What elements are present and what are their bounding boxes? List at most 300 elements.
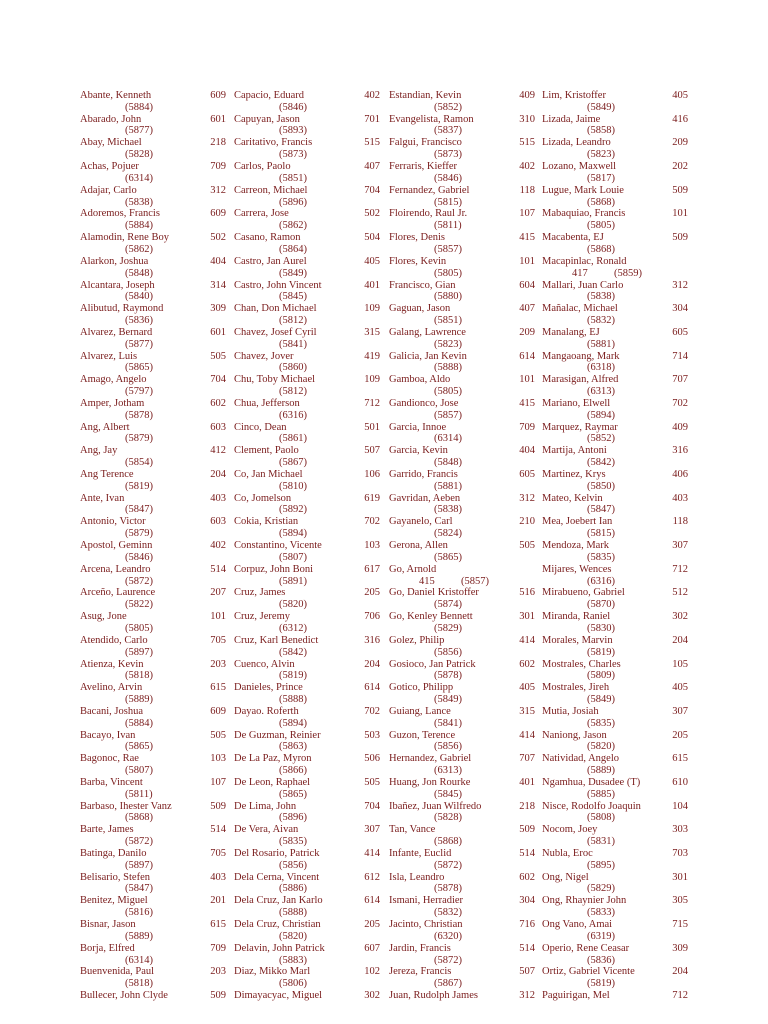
- entry-room: 704: [210, 374, 226, 386]
- entry-extension: (5868): [587, 243, 615, 255]
- entry-extension: (5893): [279, 125, 307, 137]
- entry-room: 609: [210, 208, 226, 220]
- entry-name: Ferraris, Kieffer: [389, 161, 458, 173]
- entry-name: Gayanelo, Carl: [389, 516, 453, 528]
- entry-extension: (5828): [125, 149, 153, 161]
- entry-name: Alvarez, Bernard: [80, 326, 153, 338]
- entry-room: 504: [364, 232, 380, 244]
- entry-extension: (5878): [125, 409, 153, 421]
- entry-extension: (5841): [434, 717, 462, 729]
- directory-entry: [389, 635, 539, 659]
- directory-entry: [389, 469, 539, 493]
- entry-extension: (5888): [279, 693, 307, 705]
- entry-extension: (5846): [434, 172, 462, 184]
- entry-room: 614: [364, 682, 380, 694]
- entry-extension: (5857): [434, 409, 462, 421]
- entry-room: 514: [519, 942, 535, 954]
- entry-name: Mateo, Kelvin: [542, 492, 603, 504]
- directory-entry: [80, 374, 230, 398]
- entry-extension: (6314): [434, 433, 462, 445]
- entry-room: 704: [364, 184, 380, 196]
- entry-extension: (5805): [587, 220, 615, 232]
- entry-room: 515: [519, 137, 535, 149]
- directory-entry: [542, 374, 692, 398]
- entry-room: 602: [519, 658, 535, 670]
- entry-room: 603: [210, 421, 226, 433]
- entry-name: Galang, Lawrence: [389, 326, 466, 338]
- directory-entry: [542, 919, 692, 943]
- entry-room: 302: [364, 990, 380, 1002]
- entry-room: 406: [672, 469, 688, 480]
- entry-name: Flores, Denis: [389, 232, 445, 244]
- entry-extension: (5820): [279, 599, 307, 611]
- entry-room: 204: [672, 966, 688, 978]
- entry-extension: (6320): [434, 930, 462, 942]
- entry-name: Barbaso, Ihester Vanz: [80, 800, 172, 812]
- entry-name: Atendido, Carlo: [80, 634, 148, 646]
- entry-extension: (5805): [434, 267, 462, 279]
- directory-entry: [542, 777, 692, 801]
- directory-entry: [234, 824, 384, 848]
- entry-room: 310: [519, 113, 535, 125]
- entry-name: Bagonoc, Rae: [80, 753, 139, 765]
- entry-extension: (5830): [587, 622, 615, 634]
- entry-room: 401: [519, 776, 535, 788]
- directory-entry: [389, 753, 539, 777]
- entry-extension: (5819): [125, 480, 153, 492]
- entry-extension: (5865): [434, 551, 462, 563]
- entry-room: 404: [519, 445, 535, 457]
- entry-extension: (5889): [125, 693, 153, 705]
- entry-extension: (5845): [434, 788, 462, 800]
- entry-room: 702: [364, 705, 380, 717]
- entry-name: Natividad, Angelo: [542, 753, 619, 765]
- entry-room: 210: [519, 516, 535, 528]
- entry-name: Galicia, Jan Kevin: [389, 350, 467, 362]
- entry-extension: (6316): [279, 409, 307, 421]
- directory-entry: [80, 90, 230, 114]
- entry-name: Dayao. Roferth: [234, 705, 299, 717]
- entry-name: Ong, Rhaynier John: [542, 895, 627, 907]
- directory-entry: [234, 493, 384, 517]
- entry-room: 405: [364, 255, 380, 267]
- entry-extension: (6314): [125, 954, 153, 966]
- entry-extension: (5851): [279, 172, 307, 184]
- entry-room: 615: [210, 919, 226, 931]
- entry-name: Nubla, Eroc: [542, 848, 593, 859]
- entry-room: 203: [210, 658, 226, 670]
- entry-room: 603: [210, 516, 226, 528]
- entry-name: Alamodin, Rene Boy: [80, 232, 169, 244]
- entry-room-extension: 417 (5859): [572, 267, 642, 279]
- directory-entry: [80, 540, 230, 564]
- entry-name: Mostrales, Jireh: [542, 682, 610, 694]
- entry-extension: (5831): [587, 836, 615, 848]
- entry-name: Mañalac, Michael: [542, 303, 618, 315]
- entry-name: Lim, Kristoffer: [542, 90, 606, 101]
- entry-extension: (5805): [434, 386, 462, 398]
- entry-name: Lozano, Maxwell: [542, 161, 617, 173]
- entry-name: Nisce, Rodolfo Joaquin: [542, 800, 641, 812]
- entry-room: 419: [364, 350, 380, 362]
- entry-extension: (5852): [434, 101, 462, 113]
- entry-room: 505: [364, 776, 380, 788]
- directory-entry: [234, 374, 384, 398]
- directory-entry: [234, 564, 384, 588]
- entry-name: Estandian, Kevin: [389, 90, 462, 101]
- entry-name: Gandionco, Jose: [389, 397, 459, 409]
- entry-extension: (5847): [587, 504, 615, 516]
- entry-name: Danieles, Prince: [234, 682, 303, 694]
- entry-name: Achas, Pojuer: [80, 161, 139, 173]
- directory-entry: [389, 706, 539, 730]
- entry-name: Evangelista, Ramon: [389, 113, 474, 125]
- entry-room: 312: [519, 990, 535, 1002]
- directory-entry: [542, 990, 692, 1014]
- entry-room: 705: [210, 848, 226, 859]
- directory-entry: [389, 777, 539, 801]
- entry-extension: (5848): [434, 457, 462, 469]
- directory-entry: [389, 137, 539, 161]
- entry-room: 402: [519, 161, 535, 173]
- entry-room: 404: [210, 255, 226, 267]
- entry-room: 612: [364, 871, 380, 883]
- directory-entry: [80, 730, 230, 754]
- entry-room: 509: [210, 800, 226, 812]
- entry-extension: (5874): [434, 599, 462, 611]
- entry-room: 507: [519, 966, 535, 978]
- entry-room: 716: [519, 919, 535, 931]
- directory-entry: [234, 232, 384, 256]
- directory-entry: [234, 990, 384, 1014]
- entry-extension: (5880): [434, 291, 462, 303]
- entry-extension: (5818): [125, 670, 153, 682]
- directory-entry: [389, 966, 539, 990]
- entry-extension: (5812): [279, 314, 307, 326]
- entry-extension: (5865): [125, 362, 153, 374]
- entry-extension: (5877): [125, 125, 153, 137]
- directory-entry: [80, 114, 230, 138]
- entry-name: Naniong, Jason: [542, 729, 607, 741]
- entry-extension: (5885): [587, 788, 615, 800]
- entry-name: Cinco, Dean: [234, 421, 287, 433]
- entry-extension: (5832): [434, 907, 462, 919]
- entry-extension: (5863): [279, 741, 307, 753]
- entry-room: 617: [364, 563, 380, 575]
- entry-room: 209: [519, 326, 535, 338]
- directory-entry: [542, 208, 692, 232]
- directory-entry: [234, 753, 384, 777]
- entry-extension: (5836): [587, 954, 615, 966]
- directory-entry: [542, 895, 692, 919]
- entry-extension: (5870): [587, 599, 615, 611]
- directory-entry: [80, 706, 230, 730]
- entry-name: Jacinto, Christian: [389, 919, 463, 931]
- directory-entry: [234, 327, 384, 351]
- entry-extension: (5828): [434, 812, 462, 824]
- entry-extension: (5891): [279, 575, 307, 587]
- directory-entry: [80, 943, 230, 967]
- entry-name: Cuenco, Alvin: [234, 658, 295, 670]
- directory-entry: [80, 398, 230, 422]
- entry-extension: (5824): [434, 528, 462, 540]
- entry-extension: (5833): [587, 907, 615, 919]
- entry-room: 103: [210, 753, 226, 765]
- directory-entry: [234, 777, 384, 801]
- entry-extension: (5877): [125, 338, 153, 350]
- entry-room: 218: [519, 800, 535, 812]
- entry-extension: (5808): [587, 812, 615, 824]
- directory-entry: [80, 682, 230, 706]
- entry-extension: (5879): [125, 433, 153, 445]
- entry-extension: (5818): [125, 978, 153, 990]
- directory-entry: [234, 422, 384, 446]
- directory-entry: [234, 682, 384, 706]
- entry-room: 202: [672, 161, 688, 173]
- entry-name: Chavez, Josef Cyril: [234, 326, 317, 338]
- entry-extension: (5873): [279, 149, 307, 161]
- entry-room: 307: [672, 705, 688, 717]
- entry-room: 407: [364, 161, 380, 173]
- directory-entry: [389, 516, 539, 540]
- entry-extension: (5861): [279, 433, 307, 445]
- entry-room: 707: [519, 753, 535, 765]
- entry-name: Martija, Antoni: [542, 445, 607, 457]
- entry-name: Golez, Philip: [389, 634, 445, 646]
- directory-entry: [234, 351, 384, 375]
- directory-entry: [542, 137, 692, 161]
- entry-name: Marasigan, Alfred: [542, 374, 619, 386]
- entry-extension: (5868): [434, 836, 462, 848]
- directory-entry: [80, 256, 230, 280]
- directory-entry: [542, 706, 692, 730]
- entry-name: Gamboa, Aldo: [389, 374, 451, 386]
- entry-name: De Lima, John: [234, 800, 297, 812]
- directory-entry: [389, 824, 539, 848]
- entry-name: Garrido, Francis: [389, 469, 458, 480]
- entry-room: 209: [672, 137, 688, 149]
- entry-name: Avelino, Arvin: [80, 682, 143, 694]
- entry-room: 103: [364, 540, 380, 552]
- entry-name: Francisco, Gian: [389, 279, 456, 291]
- directory-entry: [389, 374, 539, 398]
- entry-room: 302: [672, 611, 688, 623]
- directory-column-3: [389, 90, 539, 1014]
- entry-room: 312: [519, 492, 535, 504]
- entry-extension: (5868): [125, 812, 153, 824]
- directory-entry: [389, 564, 539, 588]
- directory-entry: [80, 351, 230, 375]
- entry-extension: (5858): [587, 125, 615, 137]
- entry-extension: (5850): [587, 480, 615, 492]
- directory-entry: [542, 256, 692, 280]
- directory-entry: [542, 801, 692, 825]
- directory-entry: [389, 90, 539, 114]
- directory-column-1: [80, 90, 230, 1014]
- entry-extension: (5836): [125, 314, 153, 326]
- entry-room: 605: [672, 326, 688, 338]
- directory-entry: [389, 919, 539, 943]
- entry-room: 614: [364, 895, 380, 907]
- entry-extension: (5852): [587, 433, 615, 445]
- directory-entry: [389, 611, 539, 635]
- entry-extension: (5886): [279, 883, 307, 895]
- directory-entry: [389, 422, 539, 446]
- directory-entry: [234, 398, 384, 422]
- directory-entry: [234, 919, 384, 943]
- entry-room: 101: [519, 255, 535, 267]
- entry-extension: (5820): [587, 741, 615, 753]
- entry-name: Asug, Jone: [80, 611, 127, 623]
- entry-room: 605: [519, 469, 535, 480]
- entry-room: 109: [364, 374, 380, 386]
- directory-entry: [542, 635, 692, 659]
- entry-name: Jardin, Francis: [389, 942, 451, 954]
- entry-name: Diaz, Mikko Marl: [234, 966, 311, 978]
- entry-name: Carlos, Paolo: [234, 161, 291, 173]
- entry-room: 509: [519, 824, 535, 836]
- entry-extension: (5819): [587, 978, 615, 990]
- directory-entry: [389, 730, 539, 754]
- entry-room: 303: [672, 824, 688, 836]
- entry-extension: (5842): [587, 457, 615, 469]
- entry-extension: (5819): [279, 670, 307, 682]
- entry-name: Alibutud, Raymond: [80, 303, 164, 315]
- entry-room: 514: [210, 563, 226, 575]
- directory-entry: [234, 943, 384, 967]
- entry-room: 201: [210, 895, 226, 907]
- directory-entry: [389, 256, 539, 280]
- directory-entry: [80, 824, 230, 848]
- directory-entry: [234, 90, 384, 114]
- entry-extension: (5856): [434, 741, 462, 753]
- directory-entry: [389, 327, 539, 351]
- entry-extension: (5872): [434, 954, 462, 966]
- entry-name: Mabaquiao, Francis: [542, 208, 626, 220]
- entry-room: 405: [672, 90, 688, 101]
- directory-entry: [80, 185, 230, 209]
- directory-entry: [80, 280, 230, 304]
- entry-extension: (5797): [125, 386, 153, 398]
- entry-name: Ong Vano, Amai: [542, 919, 613, 931]
- entry-name: Dela Cruz, Christian: [234, 919, 321, 931]
- directory-entry: [234, 587, 384, 611]
- entry-room: 703: [672, 848, 688, 859]
- entry-extension: (5822): [125, 599, 153, 611]
- entry-extension: (6319): [587, 930, 615, 942]
- entry-name: Mallari, Juan Carlo: [542, 279, 624, 291]
- entry-name: Juan, Rudolph James: [389, 990, 478, 1002]
- directory-entry: [234, 872, 384, 896]
- entry-room: 509: [210, 990, 226, 1002]
- entry-name: Falgui, Francisco: [389, 137, 462, 149]
- entry-name: Lugue, Mark Louie: [542, 184, 624, 196]
- entry-room: 714: [672, 350, 688, 362]
- entry-name: Cruz, James: [234, 587, 286, 599]
- entry-extension: (5881): [434, 480, 462, 492]
- directory-column-2: [234, 90, 384, 1014]
- entry-name: Delavin, John Patrick: [234, 942, 325, 954]
- entry-name: Borja, Elfred: [80, 942, 135, 954]
- entry-extension: (5888): [279, 907, 307, 919]
- directory-entry: [389, 185, 539, 209]
- directory-entry: [234, 137, 384, 161]
- entry-extension: (5820): [279, 930, 307, 942]
- entry-extension: (5873): [434, 149, 462, 161]
- entry-name: Go, Daniel Kristoffer: [389, 587, 479, 599]
- entry-extension: (5829): [587, 883, 615, 895]
- entry-extension: (5812): [279, 386, 307, 398]
- directory-entry: [80, 777, 230, 801]
- entry-name: Garcia, Kevin: [389, 445, 448, 457]
- entry-name: Go, Arnold: [389, 563, 437, 575]
- entry-name: Gavridan, Aeben: [389, 492, 461, 504]
- directory-entry: [234, 445, 384, 469]
- entry-name: Castro, Jan Aurel: [234, 255, 307, 267]
- directory-entry: [80, 990, 230, 1014]
- entry-name: Abante, Kenneth: [80, 90, 152, 101]
- directory-entry: [542, 540, 692, 564]
- entry-name: Ismani, Herradier: [389, 895, 464, 907]
- entry-name: Co, Jomelson: [234, 492, 292, 504]
- entry-room: 301: [519, 611, 535, 623]
- entry-room: 105: [672, 658, 688, 670]
- entry-room: 106: [364, 469, 380, 480]
- entry-extension: (5811): [434, 220, 462, 232]
- entry-name: Mutia, Josiah: [542, 705, 599, 717]
- entry-room: 516: [519, 587, 535, 599]
- entry-name: Capuyan, Jason: [234, 113, 300, 125]
- entry-extension: (5848): [125, 267, 153, 279]
- entry-room: 509: [672, 232, 688, 244]
- entry-name: Carrera, Jose: [234, 208, 289, 220]
- entry-extension: (5849): [434, 693, 462, 705]
- entry-name: Macabenta, EJ: [542, 232, 604, 244]
- entry-extension: (5838): [125, 196, 153, 208]
- directory-entry: [542, 422, 692, 446]
- entry-name: Guzon, Terence: [389, 729, 456, 741]
- entry-room: 707: [672, 374, 688, 386]
- entry-extension: (5889): [587, 765, 615, 777]
- entry-name: Dela Cerna, Vincent: [234, 871, 320, 883]
- entry-room: 316: [364, 634, 380, 646]
- entry-room: 512: [672, 587, 688, 599]
- entry-name: Flores, Kevin: [389, 255, 447, 267]
- entry-name: Cokia, Kristian: [234, 516, 299, 528]
- entry-room: 509: [672, 184, 688, 196]
- entry-room: 205: [672, 729, 688, 741]
- entry-extension: (5837): [434, 125, 462, 137]
- directory-entry: [389, 848, 539, 872]
- directory-entry: [234, 516, 384, 540]
- entry-room: 715: [672, 919, 688, 931]
- entry-extension: (5857): [434, 243, 462, 255]
- directory-entry: [80, 516, 230, 540]
- entry-room: 312: [210, 184, 226, 196]
- entry-extension: (5860): [279, 362, 307, 374]
- entry-name: Bacani, Joshua: [80, 705, 143, 717]
- entry-room: 403: [672, 492, 688, 504]
- entry-extension: (5823): [434, 338, 462, 350]
- directory-entry: [542, 469, 692, 493]
- directory-entry: [542, 587, 692, 611]
- entry-name: Apostol, Geminn: [80, 540, 153, 552]
- directory-entry: [542, 872, 692, 896]
- entry-room: 609: [210, 705, 226, 717]
- entry-room: 702: [672, 397, 688, 409]
- entry-room: 514: [210, 824, 226, 836]
- directory-entry: [389, 682, 539, 706]
